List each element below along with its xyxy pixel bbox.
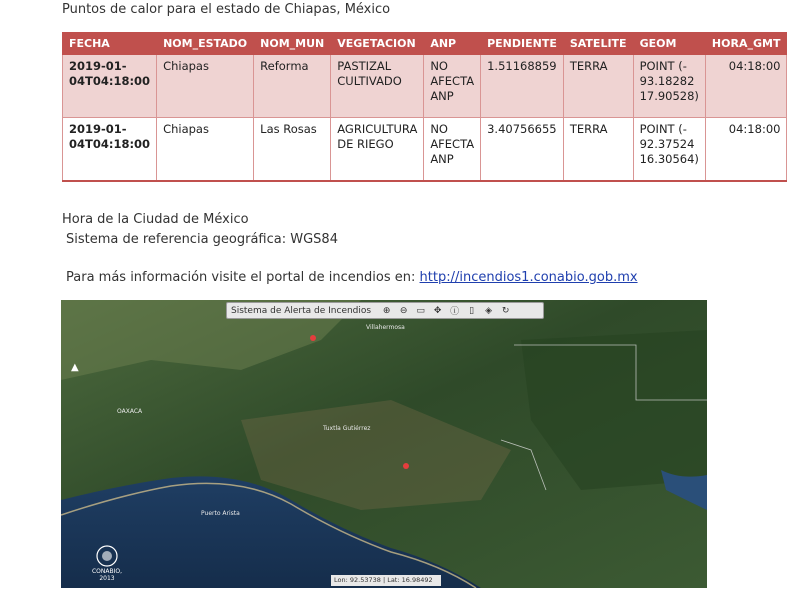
map-toolbar [226,302,544,319]
hotspot-marker[interactable] [310,335,316,341]
zoom-in-icon[interactable]: ⊕ [382,305,391,316]
table-row [63,118,787,182]
cell-veg: AGRICULTURA DE RIEGO [331,118,424,182]
cell-anp: NO AFECTA ANP [424,55,481,118]
map-label: OAXACA [117,408,143,415]
column-header: PENDIENTE [481,33,564,55]
measure-icon[interactable]: ▯ [469,305,475,316]
conabio-logo [87,544,127,584]
cell-mun: Las Rosas [254,118,331,182]
cell-geom: POINT (- 92.37524 16.30564) [633,118,705,182]
table-header-row [63,33,787,55]
logo-text: CONABIO, 2013 [91,568,123,582]
info-icon[interactable]: ⓘ [450,307,460,317]
column-header: HORA_GMT [705,33,787,55]
zoom-out-icon[interactable]: ⊖ [399,305,408,316]
map-imagery [61,300,707,588]
cell-geom: POINT (- 93.18282 17.90528) [633,55,705,118]
reference-system: Sistema de referencia geográfica: WGS84 [66,232,338,247]
map-label: Puerto Arista [201,510,240,517]
column-header: GEOM [633,33,705,55]
coordinate-readout: Lon: 92.53738 | Lat: 16.98492 [331,575,441,586]
pan-up-icon[interactable]: ▲ [71,362,79,373]
portal-paragraph [66,270,638,285]
cell-satelite: TERRA [563,55,633,118]
layers-icon[interactable]: ◈ [485,305,493,316]
pan-icon[interactable]: ✥ [433,305,442,316]
hotspot-marker[interactable] [403,463,409,469]
cell-mun: Reforma [254,55,331,118]
cell-estado: Chiapas [157,118,254,182]
cell-hora: 04:18:00 [705,55,787,118]
refresh-icon[interactable]: ↻ [501,305,510,316]
conabio-logo-mark [95,544,119,568]
map-label: Tuxtla Gutiérrez [323,425,371,432]
page-title: Puntos de calor para el estado de Chiapas, México [62,2,391,17]
cell-pendiente: 3.40756655 [481,118,564,182]
column-header: VEGETACION [331,33,424,55]
timezone-note: Hora de la Ciudad de México [62,212,249,227]
portal-text: Para más información visite el portal de incendios en: [66,270,420,285]
cell-hora: 04:18:00 [705,118,787,182]
cell-fecha: 2019-01- 04T04:18:00 [63,55,157,118]
cell-anp: NO AFECTA ANP [424,118,481,182]
portal-link[interactable]: http://incendios1.conabio.gob.mx [419,270,638,285]
column-header: FECHA [63,33,157,55]
satellite-map[interactable] [61,300,707,588]
cell-pendiente: 1.51168859 [481,55,564,118]
cell-satelite: TERRA [563,118,633,182]
column-header: ANP [424,33,481,55]
column-header: NOM_ESTADO [157,33,254,55]
map-toolbar-title: Sistema de Alerta de Incendios [231,305,372,316]
table-row [63,55,787,118]
column-header: SATELITE [563,33,633,55]
cell-fecha: 2019-01- 04T04:18:00 [63,118,157,182]
cell-estado: Chiapas [157,55,254,118]
column-header: NOM_MUN [254,33,331,55]
map-label: Villahermosa [366,324,405,331]
extent-icon[interactable]: ▭ [416,305,425,316]
cell-veg: PASTIZAL CULTIVADO [331,55,424,118]
hotspots-table [62,32,787,182]
